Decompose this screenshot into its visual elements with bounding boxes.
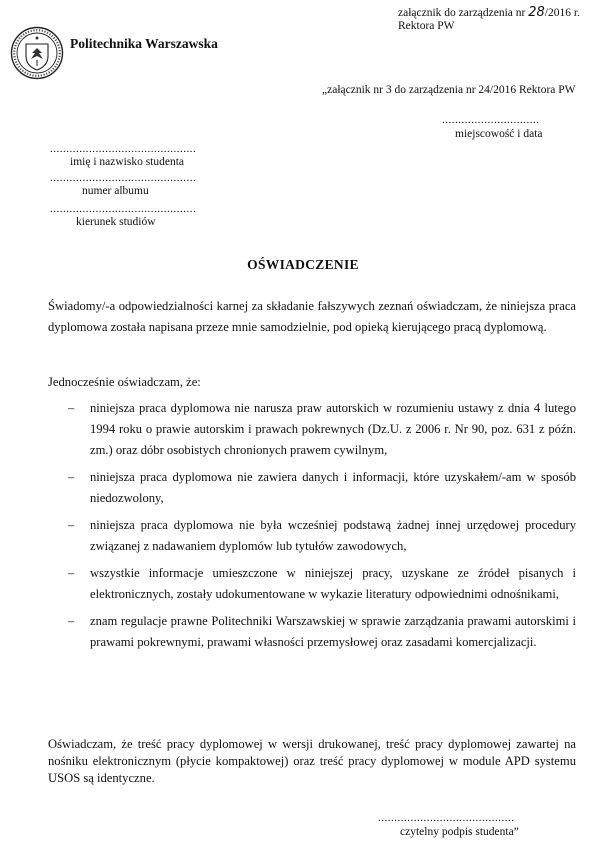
- list-item: [48, 563, 576, 605]
- album-number-label: numer albumu: [82, 185, 149, 197]
- place-date-label: miejscowość i data: [455, 128, 543, 140]
- list-item: [48, 515, 576, 557]
- list-item-text: znam regulacje prawne Politechniki Warszawskiej w sprawie zarządzania prawami autorskimi i prawami pokrewnymi, prawami własności przemysłowej oraz zasadami komercjalizacji.: [90, 614, 576, 649]
- list-item: [48, 467, 576, 509]
- place-date-field[interactable]: ..............................: [442, 114, 540, 126]
- list-dash: –: [68, 470, 75, 484]
- signature-field[interactable]: ..........................................: [378, 812, 515, 824]
- closing-statement: Oświadczam, że treść pracy dyplomowej w wersji drukowanej, treść pracy dyplomowej zawartej na nośniku elektronicznym (płycie kompaktowej) oraz treść pracy dyplomowej w module APD systemu USOS są identyczne.: [48, 737, 576, 785]
- list-item: [48, 398, 576, 461]
- list-item-text: niniejsza praca dyplomowa nie była wcześniej podstawą żadnej innej urzędowej procedury związanej z nadawaniem dyplomów lub tytułów zawodowych,: [90, 518, 576, 553]
- attachment-year: /2016 r.: [544, 7, 580, 19]
- list-dash: –: [68, 518, 75, 532]
- document-title: OŚWIADCZENIE: [247, 257, 359, 272]
- student-name-field[interactable]: .............................................: [50, 143, 197, 155]
- university-logo: [10, 26, 64, 80]
- list-dash: –: [68, 614, 75, 628]
- list-dash: –: [68, 401, 75, 415]
- student-name-label: imię i nazwisko studenta: [70, 156, 185, 168]
- attachment-number: 28: [528, 5, 545, 20]
- field-of-study-field[interactable]: .............................................: [50, 203, 197, 215]
- signature-label: czytelny podpis studenta”: [400, 826, 519, 838]
- declarations-list: [48, 398, 576, 659]
- list-intro: Jednocześnie oświadczam, że:: [48, 375, 201, 389]
- list-item: [48, 611, 576, 653]
- field-of-study-label: kierunek studiów: [76, 216, 156, 228]
- list-item-text: niniejsza praca dyplomowa nie zawiera danych i informacji, które uzyskałem/-am w sposób niedozwolony,: [90, 470, 576, 505]
- attachment-rector: Rektora PW: [398, 20, 455, 32]
- list-item-text: niniejsza praca dyplomowa nie narusza praw autorskich w rozumieniu ustawy z dnia 4 lutego 1994 roku o prawie autorskim i prawach pokrewnych (Dz.U. z 2006 r. Nr 90, poz. 631 z późn. zm.) oraz dóbr osobistych chronionych prawem cywilnym,: [90, 401, 576, 457]
- university-name: Politechnika Warszawska: [70, 36, 218, 51]
- attachment-note: [398, 6, 580, 33]
- list-dash: –: [68, 566, 75, 580]
- list-item-text: wszystkie informacje umieszczone w niniejszej pracy, uzyskane ze źródeł pisanych i elektronicznych, zostały udokumentowane w wykazie literatury odpowiednimi odnośnikami,: [90, 566, 576, 601]
- album-number-field[interactable]: .............................................: [50, 172, 197, 184]
- annex-line: „załącznik nr 3 do zarządzenia nr 24/2016 Rektora PW: [322, 84, 576, 96]
- intro-paragraph: Świadomy/-a odpowiedzialności karnej za składanie fałszywych zeznań oświadczam, że niniejsza praca dyplomowa została napisana przeze mnie samodzielnie, pod opieką kierującego pracą dyplomową.: [48, 299, 576, 334]
- attachment-prefix: załącznik do zarządzenia nr: [398, 7, 526, 19]
